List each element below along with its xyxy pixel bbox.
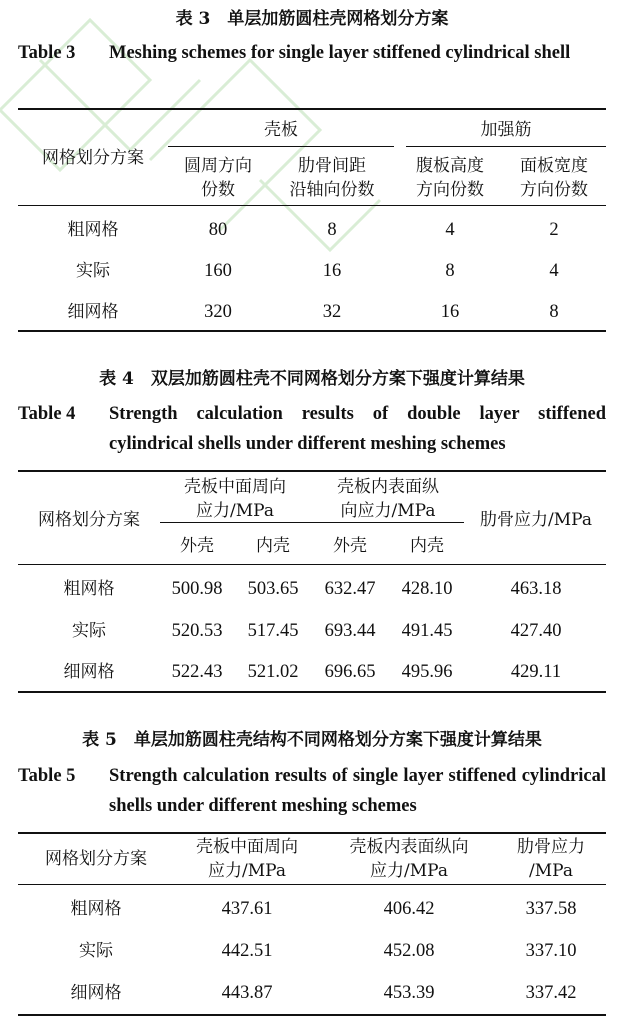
table3-bottom-rule <box>18 330 606 332</box>
table-cell: 520.53 <box>171 621 223 641</box>
table-row-label: 细网格 <box>70 983 122 1003</box>
table5-bottom-rule <box>18 1014 606 1016</box>
table3-caption-text: Meshing schemes for single layer stiffened cylindrical shell <box>109 43 571 63</box>
table-row-label: 粗网格 <box>63 579 115 599</box>
table3-caption-cn: 表 3 单层加筋圆柱壳网格划分方案 <box>175 9 449 29</box>
table5-header-long-2: 应力/MPa <box>370 861 448 881</box>
table3-header-rib: 肋骨间距 <box>298 156 366 176</box>
table4-header-hoop-2: 应力/MPa <box>196 501 274 521</box>
table3-caption-en <box>18 38 606 68</box>
table4-header-scheme: 网格划分方案 <box>38 510 140 530</box>
table-row-label: 细网格 <box>63 662 115 682</box>
table4-caption-cn: 表 4 双层加筋圆柱壳不同网格划分方案下强度计算结果 <box>99 369 525 389</box>
table4-header-hoop: 壳板中面周向 <box>184 477 286 497</box>
table3-header-face-2: 方向份数 <box>520 180 588 200</box>
table-cell: 452.08 <box>383 941 435 961</box>
table4-header-long: 壳板内表面纵 <box>337 477 439 497</box>
table-cell: 428.10 <box>401 579 453 599</box>
table5-header-rib: 肋骨应力 <box>517 837 585 857</box>
table-cell: 696.65 <box>324 662 376 682</box>
table-row-label: 实际 <box>79 941 113 961</box>
table4-label: Table 4 <box>18 404 76 424</box>
table3-header-rule <box>18 205 606 206</box>
table-cell: 521.02 <box>247 662 299 682</box>
table-row-label: 实际 <box>76 261 110 281</box>
table-cell: 427.40 <box>510 621 562 641</box>
table3-header-web: 腹板高度 <box>416 156 484 176</box>
table4-header-outer: 外壳 <box>180 536 214 556</box>
table-cell: 32 <box>322 302 342 322</box>
table-cell: 16 <box>440 302 460 322</box>
table5-header-hoop: 壳板中面周向 <box>196 837 298 857</box>
table3-header-face: 面板宽度 <box>520 156 588 176</box>
table-cell: 337.10 <box>525 941 577 961</box>
table4-header-long-2: 向应力/MPa <box>340 501 436 521</box>
table3-group-rule-shell <box>168 146 394 147</box>
table3-header-stiffener: 加强筋 <box>480 120 532 140</box>
table4-header-outer-2: 外壳 <box>333 536 367 556</box>
table-cell: 337.58 <box>525 899 577 919</box>
table-cell: 8 <box>327 220 337 240</box>
table5-header-rule <box>18 884 606 885</box>
table5-header-rib-2: /MPa <box>529 861 573 881</box>
table5-header-scheme: 网格划分方案 <box>45 849 147 869</box>
table-cell: 4 <box>549 261 559 281</box>
table-cell: 8 <box>549 302 559 322</box>
table-row-label: 实际 <box>72 621 106 641</box>
table5-top-rule <box>18 832 606 834</box>
table5-header-long: 壳板内表面纵向 <box>349 837 469 857</box>
table-cell: 406.42 <box>383 899 435 919</box>
table-cell: 80 <box>208 220 228 240</box>
table-cell: 693.44 <box>324 621 376 641</box>
table3-group-rule-stiffener <box>406 146 606 147</box>
table5-label: Table 5 <box>18 766 76 786</box>
table-cell: 632.47 <box>324 579 376 599</box>
table5-caption-cn: 表 5 单层加筋圆柱壳结构不同网格划分方案下强度计算结果 <box>82 730 542 750</box>
table-cell: 2 <box>549 220 559 240</box>
table3-top-rule <box>18 108 606 110</box>
table-cell: 16 <box>322 261 342 281</box>
table-cell: 160 <box>204 261 232 281</box>
table-cell: 517.45 <box>247 621 299 641</box>
table-cell: 442.51 <box>221 941 273 961</box>
table3-header-rib-2: 沿轴向份数 <box>289 180 375 200</box>
table4-header-inner: 内壳 <box>256 536 290 556</box>
table-cell: 429.11 <box>510 662 562 682</box>
table4-top-rule <box>18 470 606 472</box>
table-cell: 437.61 <box>221 899 273 919</box>
table3-header-shell: 壳板 <box>264 120 298 140</box>
table3-header-web-2: 方向份数 <box>416 180 484 200</box>
table-cell: 500.98 <box>171 579 223 599</box>
table4-bottom-rule <box>18 691 606 693</box>
table4-header-rule <box>18 564 606 565</box>
table3-header-scheme: 网格划分方案 <box>42 148 144 168</box>
table5-caption-en <box>18 761 606 821</box>
table5-header-hoop-2: 应力/MPa <box>208 861 286 881</box>
table-cell: 522.43 <box>171 662 223 682</box>
table-row-label: 细网格 <box>67 302 119 322</box>
table4-header-rib: 肋骨应力/MPa <box>480 510 592 530</box>
table-cell: 491.45 <box>401 621 453 641</box>
table-cell: 443.87 <box>221 983 273 1003</box>
table-cell: 495.96 <box>401 662 453 682</box>
table-cell: 503.65 <box>247 579 299 599</box>
table4-caption-text: Strength calculation results of double layer stiffened cylindrical shells under different meshing schemes <box>109 404 606 454</box>
table-cell: 463.18 <box>510 579 562 599</box>
table-row-label: 粗网格 <box>70 899 122 919</box>
table-cell: 8 <box>445 261 455 281</box>
table3-label: Table 3 <box>18 43 76 63</box>
table3-header-circ: 圆周方向 <box>184 156 252 176</box>
table-cell: 320 <box>204 302 232 322</box>
table-cell: 4 <box>445 220 455 240</box>
table-row-label: 粗网格 <box>67 220 119 240</box>
table4-caption-en <box>18 399 606 459</box>
table-cell: 453.39 <box>383 983 435 1003</box>
table4-header-inner-2: 内壳 <box>410 536 444 556</box>
table3-header-circ-2: 份数 <box>201 180 235 200</box>
table-cell: 337.42 <box>525 983 577 1003</box>
table5-caption-text: Strength calculation results of single layer stiffened cylindrical shells under different meshing schemes <box>109 766 606 816</box>
